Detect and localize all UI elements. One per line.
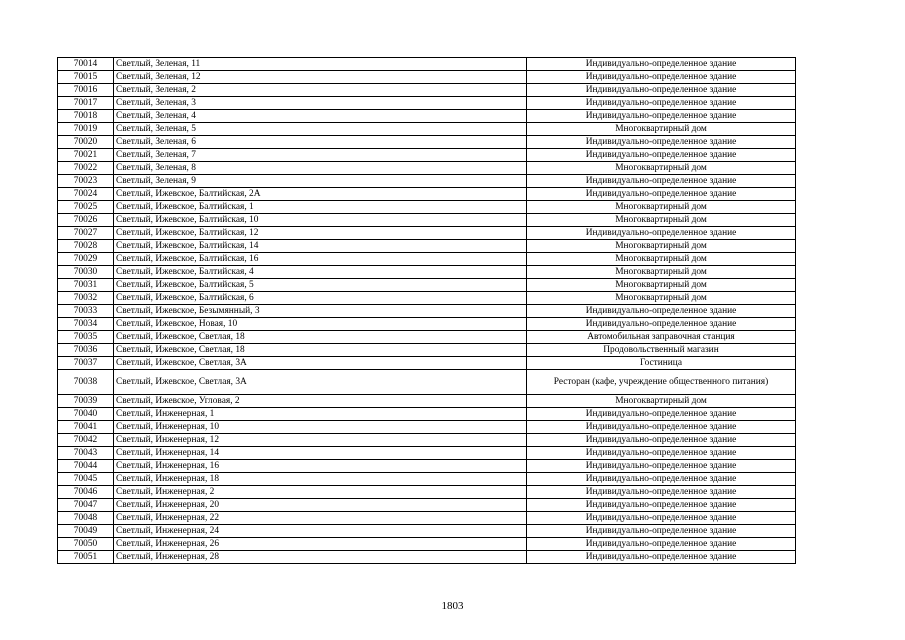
table-row — [58, 499, 796, 512]
object-id-cell: 70050 — [58, 538, 114, 551]
object-type-cell: Индивидуально-определенное здание — [527, 486, 796, 499]
table-row — [58, 370, 796, 395]
object-type-cell: Индивидуально-определенное здание — [527, 136, 796, 149]
table-row — [58, 149, 796, 162]
object-type-cell: Индивидуально-определенное здание — [527, 473, 796, 486]
object-type-cell: Ресторан (кафе, учреждение общественного питания) — [527, 370, 796, 395]
table-row — [58, 331, 796, 344]
table-row — [58, 486, 796, 499]
object-id-cell: 70018 — [58, 110, 114, 123]
address-cell: Светлый, Ижевское, Балтийская, 16 — [114, 253, 527, 266]
table-row — [58, 84, 796, 97]
object-type-cell: Индивидуально-определенное здание — [527, 71, 796, 84]
object-type-cell: Продовольственный магазин — [527, 344, 796, 357]
object-type-cell: Индивидуально-определенное здание — [527, 110, 796, 123]
object-type-cell: Индивидуально-определенное здание — [527, 460, 796, 473]
object-type-cell: Гостиница — [527, 357, 796, 370]
object-type-cell: Многоквартирный дом — [527, 201, 796, 214]
object-type-cell: Многоквартирный дом — [527, 214, 796, 227]
object-type-cell: Многоквартирный дом — [527, 162, 796, 175]
address-cell: Светлый, Инженерная, 26 — [114, 538, 527, 551]
object-id-cell: 70026 — [58, 214, 114, 227]
address-cell: Светлый, Ижевское, Безымянный, 3 — [114, 305, 527, 318]
object-id-cell: 70020 — [58, 136, 114, 149]
object-id-cell: 70025 — [58, 201, 114, 214]
table-row — [58, 266, 796, 279]
address-cell: Светлый, Зеленая, 12 — [114, 71, 527, 84]
table-row — [58, 175, 796, 188]
object-id-cell: 70033 — [58, 305, 114, 318]
object-id-cell: 70014 — [58, 58, 114, 71]
table-row — [58, 344, 796, 357]
address-cell: Светлый, Инженерная, 12 — [114, 434, 527, 447]
table-row — [58, 110, 796, 123]
object-id-cell: 70034 — [58, 318, 114, 331]
table-row — [58, 97, 796, 110]
address-cell: Светлый, Инженерная, 10 — [114, 421, 527, 434]
object-id-cell: 70043 — [58, 447, 114, 460]
object-type-cell: Многоквартирный дом — [527, 279, 796, 292]
object-id-cell: 70022 — [58, 162, 114, 175]
table-row — [58, 71, 796, 84]
address-cell: Светлый, Зеленая, 3 — [114, 97, 527, 110]
object-id-cell: 70047 — [58, 499, 114, 512]
object-id-cell: 70016 — [58, 84, 114, 97]
object-id-cell: 70039 — [58, 395, 114, 408]
address-cell: Светлый, Ижевское, Балтийская, 4 — [114, 266, 527, 279]
table-row — [58, 136, 796, 149]
object-id-cell: 70046 — [58, 486, 114, 499]
address-cell: Светлый, Инженерная, 1 — [114, 408, 527, 421]
table-row — [58, 447, 796, 460]
object-type-cell: Индивидуально-определенное здание — [527, 525, 796, 538]
address-cell: Светлый, Инженерная, 16 — [114, 460, 527, 473]
object-id-cell: 70029 — [58, 253, 114, 266]
object-type-cell: Индивидуально-определенное здание — [527, 84, 796, 97]
object-id-cell: 70024 — [58, 188, 114, 201]
address-cell: Светлый, Инженерная, 24 — [114, 525, 527, 538]
address-cell: Светлый, Ижевское, Балтийская, 1 — [114, 201, 527, 214]
object-type-cell: Многоквартирный дом — [527, 253, 796, 266]
address-cell: Светлый, Инженерная, 22 — [114, 512, 527, 525]
table-row — [58, 357, 796, 370]
object-id-cell: 70015 — [58, 71, 114, 84]
address-cell: Светлый, Ижевское, Светлая, 3А — [114, 357, 527, 370]
table-row — [58, 162, 796, 175]
table-row — [58, 123, 796, 136]
address-cell: Светлый, Инженерная, 18 — [114, 473, 527, 486]
table-row — [58, 551, 796, 564]
object-type-cell: Индивидуально-определенное здание — [527, 227, 796, 240]
object-id-cell: 70030 — [58, 266, 114, 279]
address-cell: Светлый, Зеленая, 11 — [114, 58, 527, 71]
object-type-cell: Индивидуально-определенное здание — [527, 305, 796, 318]
table-row — [58, 253, 796, 266]
address-cell: Светлый, Зеленая, 8 — [114, 162, 527, 175]
address-cell: Светлый, Инженерная, 2 — [114, 486, 527, 499]
address-cell: Светлый, Ижевское, Балтийская, 2А — [114, 188, 527, 201]
address-cell: Светлый, Ижевское, Светлая, 3А — [114, 370, 527, 395]
object-id-cell: 70035 — [58, 331, 114, 344]
table-row — [58, 292, 796, 305]
object-id-cell: 70044 — [58, 460, 114, 473]
table-row — [58, 395, 796, 408]
object-type-cell: Индивидуально-определенное здание — [527, 512, 796, 525]
object-type-cell: Индивидуально-определенное здание — [527, 447, 796, 460]
object-type-cell: Индивидуально-определенное здание — [527, 318, 796, 331]
table-row — [58, 460, 796, 473]
table-row — [58, 58, 796, 71]
object-type-cell: Индивидуально-определенное здание — [527, 551, 796, 564]
object-id-cell: 70051 — [58, 551, 114, 564]
table-row — [58, 201, 796, 214]
page-number: 1803 — [441, 600, 464, 612]
address-cell: Светлый, Зеленая, 2 — [114, 84, 527, 97]
object-id-cell: 70049 — [58, 525, 114, 538]
address-cell: Светлый, Зеленая, 5 — [114, 123, 527, 136]
table-row — [58, 188, 796, 201]
table-row — [58, 434, 796, 447]
address-cell: Светлый, Зеленая, 4 — [114, 110, 527, 123]
object-type-cell: Индивидуально-определенное здание — [527, 188, 796, 201]
address-cell: Светлый, Зеленая, 7 — [114, 149, 527, 162]
table-row — [58, 279, 796, 292]
address-cell: Светлый, Ижевское, Угловая, 2 — [114, 395, 527, 408]
object-type-cell: Многоквартирный дом — [527, 123, 796, 136]
registry-table-body — [58, 58, 796, 564]
object-id-cell: 70019 — [58, 123, 114, 136]
object-id-cell: 70017 — [58, 97, 114, 110]
object-type-cell: Индивидуально-определенное здание — [527, 499, 796, 512]
address-cell: Светлый, Ижевское, Балтийская, 5 — [114, 279, 527, 292]
table-row — [58, 240, 796, 253]
table-row — [58, 305, 796, 318]
address-cell: Светлый, Инженерная, 20 — [114, 499, 527, 512]
object-id-cell: 70036 — [58, 344, 114, 357]
object-id-cell: 70028 — [58, 240, 114, 253]
object-type-cell: Индивидуально-определенное здание — [527, 408, 796, 421]
address-cell: Светлый, Зеленая, 6 — [114, 136, 527, 149]
object-id-cell: 70027 — [58, 227, 114, 240]
object-id-cell: 70040 — [58, 408, 114, 421]
object-type-cell: Многоквартирный дом — [527, 266, 796, 279]
object-id-cell: 70023 — [58, 175, 114, 188]
object-type-cell: Индивидуально-определенное здание — [527, 97, 796, 110]
object-id-cell: 70032 — [58, 292, 114, 305]
address-cell: Светлый, Инженерная, 14 — [114, 447, 527, 460]
address-cell: Светлый, Ижевское, Балтийская, 14 — [114, 240, 527, 253]
object-id-cell: 70042 — [58, 434, 114, 447]
object-type-cell: Индивидуально-определенное здание — [527, 58, 796, 71]
address-cell: Светлый, Ижевское, Светлая, 18 — [114, 331, 527, 344]
object-type-cell: Автомобильная заправочная станция — [527, 331, 796, 344]
object-type-cell: Многоквартирный дом — [527, 292, 796, 305]
object-id-cell: 70021 — [58, 149, 114, 162]
object-id-cell: 70041 — [58, 421, 114, 434]
table-row — [58, 408, 796, 421]
address-cell: Светлый, Ижевское, Новая, 10 — [114, 318, 527, 331]
table-row — [58, 512, 796, 525]
object-type-cell: Индивидуально-определенное здание — [527, 538, 796, 551]
table-row — [58, 214, 796, 227]
table-row — [58, 538, 796, 551]
object-type-cell: Индивидуально-определенное здание — [527, 175, 796, 188]
address-cell: Светлый, Ижевское, Светлая, 18 — [114, 344, 527, 357]
object-id-cell: 70048 — [58, 512, 114, 525]
registry-table — [57, 57, 796, 564]
object-id-cell: 70045 — [58, 473, 114, 486]
object-id-cell: 70038 — [58, 370, 114, 395]
table-row — [58, 421, 796, 434]
table-row — [58, 525, 796, 538]
address-cell: Светлый, Ижевское, Балтийская, 10 — [114, 214, 527, 227]
object-type-cell: Индивидуально-определенное здание — [527, 434, 796, 447]
object-id-cell: 70031 — [58, 279, 114, 292]
object-type-cell: Многоквартирный дом — [527, 240, 796, 253]
object-type-cell: Многоквартирный дом — [527, 395, 796, 408]
object-id-cell: 70037 — [58, 357, 114, 370]
table-row — [58, 227, 796, 240]
table-row — [58, 473, 796, 486]
address-cell: Светлый, Инженерная, 28 — [114, 551, 527, 564]
object-type-cell: Индивидуально-определенное здание — [527, 149, 796, 162]
address-cell: Светлый, Зеленая, 9 — [114, 175, 527, 188]
table-row — [58, 318, 796, 331]
address-cell: Светлый, Ижевское, Балтийская, 12 — [114, 227, 527, 240]
address-cell: Светлый, Ижевское, Балтийская, 6 — [114, 292, 527, 305]
object-type-cell: Индивидуально-определенное здание — [527, 421, 796, 434]
